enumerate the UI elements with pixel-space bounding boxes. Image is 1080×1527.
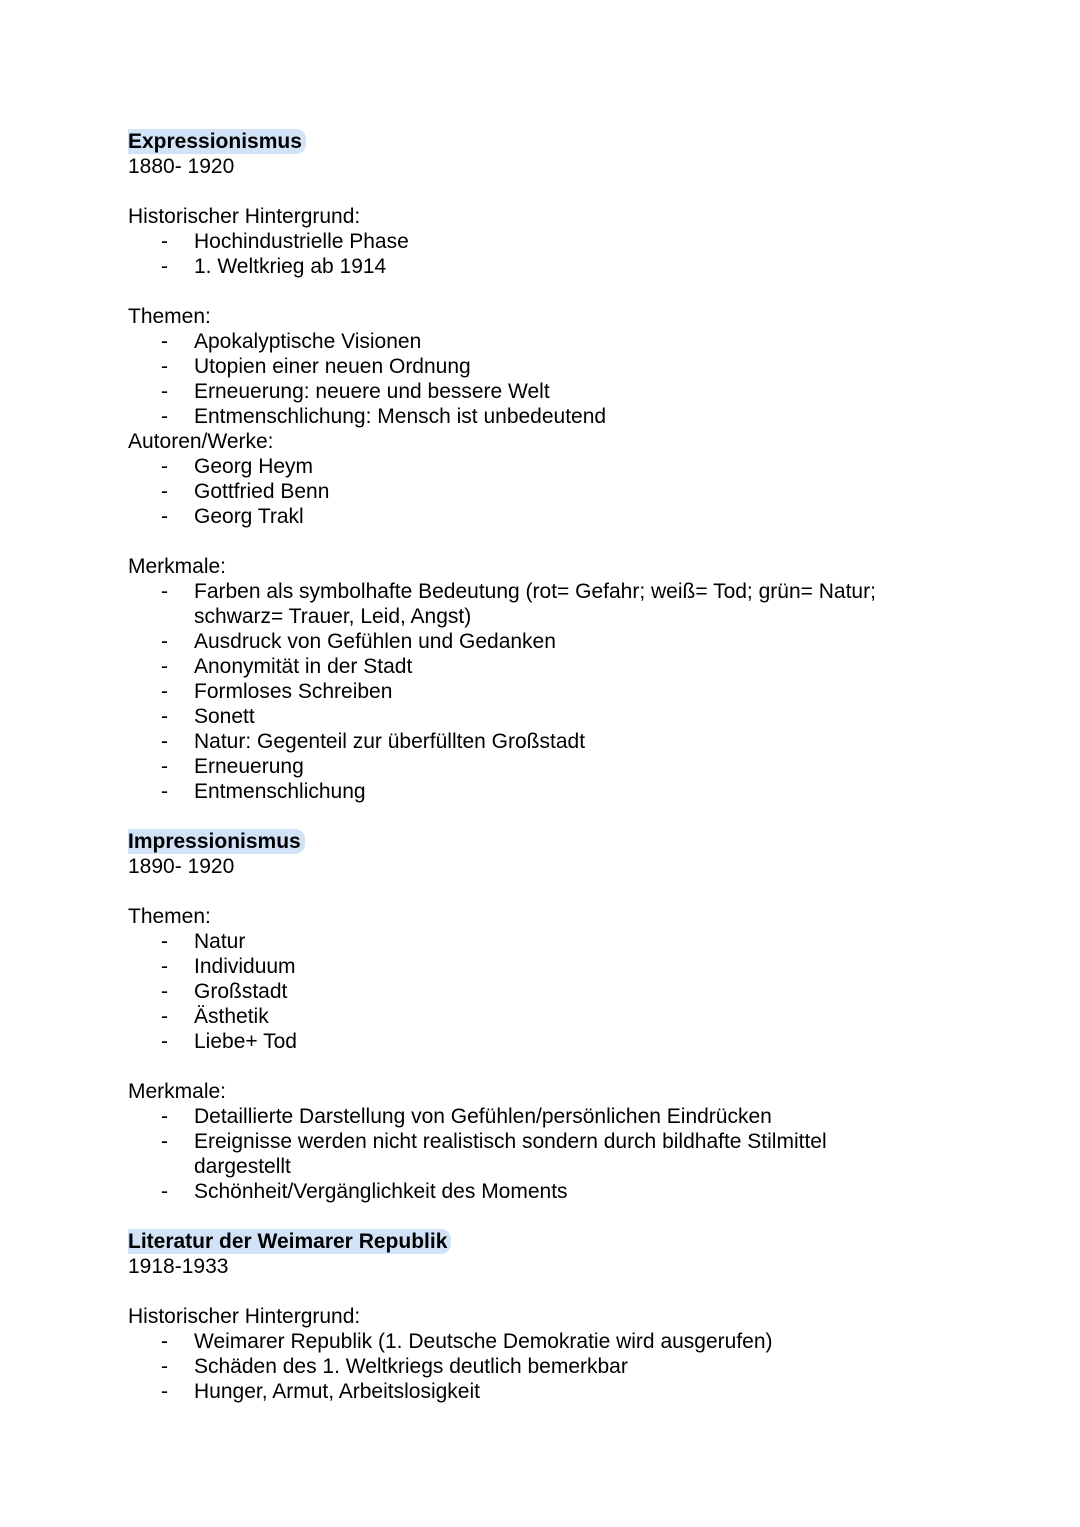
- block-label: Themen:: [128, 305, 211, 328]
- list-item: - Erneuerung: [161, 755, 304, 778]
- bullet-dash: -: [161, 1330, 168, 1353]
- bullet-dash: -: [161, 930, 168, 953]
- bullet-dash: -: [161, 680, 168, 703]
- list-item: - Ästhetik: [161, 1005, 269, 1028]
- list-item: - Georg Trakl: [161, 505, 304, 528]
- list-item: - Ereignisse werden nicht realistisch sondern durch bildhafte Stilmittel dargestellt: [161, 1130, 827, 1178]
- list-item: - Schönheit/Vergänglichkeit des Moments: [161, 1180, 568, 1203]
- bullet-dash: -: [161, 1130, 168, 1153]
- section-years: 1918-1933: [128, 1255, 229, 1278]
- bullet-dash: -: [161, 330, 168, 353]
- bullet-dash: -: [161, 480, 168, 503]
- bullet-dash: -: [161, 630, 168, 653]
- bullet-dash: -: [161, 1355, 168, 1378]
- bullet-dash: -: [161, 1180, 168, 1203]
- list-item: - Schäden des 1. Weltkriegs deutlich bemerkbar: [161, 1355, 628, 1378]
- section-title: Impressionismus: [128, 829, 305, 854]
- list-item: - Detaillierte Darstellung von Gefühlen/persönlichen Eindrücken: [161, 1105, 772, 1128]
- bullet-dash: -: [161, 705, 168, 728]
- block-label: Themen:: [128, 905, 211, 928]
- block-label: Merkmale:: [128, 555, 227, 578]
- bullet-dash: -: [161, 380, 168, 403]
- bullet-dash: -: [161, 455, 168, 478]
- bullet-dash: -: [161, 1105, 168, 1128]
- list-item: - Weimarer Republik (1. Deutsche Demokratie wird ausgerufen): [161, 1330, 773, 1353]
- list-item: - Sonett: [161, 705, 255, 728]
- section-expressionismus: [128, 129, 988, 829]
- list-item: - Entmenschlichung: Mensch ist unbedeutend: [161, 405, 607, 428]
- bullet-dash: -: [161, 1380, 168, 1403]
- list-item: - Gottfried Benn: [161, 480, 330, 503]
- list-item: - Natur: [161, 930, 246, 953]
- block-label: Historischer Hintergrund:: [128, 205, 361, 228]
- bullet-dash: -: [161, 780, 168, 803]
- list-item: - Erneuerung: neuere und bessere Welt: [161, 380, 550, 403]
- list-item: - Individuum: [161, 955, 296, 978]
- bullet-dash: -: [161, 1030, 168, 1053]
- list-item: - Hunger, Armut, Arbeitslosigkeit: [161, 1380, 480, 1403]
- list-item: - Farben als symbolhafte Bedeutung (rot= Gefahr; weiß= Tod; grün= Natur; schwarz= Trauer, Leid, Angst): [161, 580, 876, 628]
- bullet-dash: -: [161, 255, 168, 278]
- bullet-dash: -: [161, 955, 168, 978]
- bullet-dash: -: [161, 230, 168, 253]
- document-page: [128, 129, 988, 1404]
- list-item: - Natur: Gegenteil zur überfüllten Großstadt: [161, 730, 586, 753]
- bullet-dash: -: [161, 580, 168, 603]
- section-title: Literatur der Weimarer Republik: [128, 1229, 451, 1254]
- block-label: Merkmale:: [128, 1080, 227, 1103]
- section-impressionismus: [128, 829, 988, 1229]
- bullet-dash: -: [161, 655, 168, 678]
- list-item: - Apokalyptische Visionen: [161, 330, 422, 353]
- list-item: - Hochindustrielle Phase: [161, 230, 409, 253]
- list-item: - Utopien einer neuen Ordnung: [161, 355, 471, 378]
- list-item: - Anonymität in der Stadt: [161, 655, 413, 678]
- list-item: - Liebe+ Tod: [161, 1030, 297, 1053]
- bullet-dash: -: [161, 1005, 168, 1028]
- block-label: Historischer Hintergrund:: [128, 1305, 361, 1328]
- bullet-dash: -: [161, 730, 168, 753]
- section-weimarer-republik: [128, 1229, 988, 1404]
- section-years: 1880- 1920: [128, 155, 235, 178]
- section-years: 1890- 1920: [128, 855, 235, 878]
- bullet-dash: -: [161, 980, 168, 1003]
- section-title: Expressionismus: [128, 129, 306, 154]
- list-item: - Ausdruck von Gefühlen und Gedanken: [161, 630, 556, 653]
- list-item: - Entmenschlichung: [161, 780, 366, 803]
- list-item: - Georg Heym: [161, 455, 314, 478]
- block-label: Autoren/Werke:: [128, 430, 274, 453]
- bullet-dash: -: [161, 405, 168, 428]
- bullet-dash: -: [161, 755, 168, 778]
- list-item: - Großstadt: [161, 980, 288, 1003]
- list-item: - Formloses Schreiben: [161, 680, 393, 703]
- bullet-dash: -: [161, 355, 168, 378]
- list-item: - 1. Weltkrieg ab 1914: [161, 255, 387, 278]
- bullet-dash: -: [161, 505, 168, 528]
